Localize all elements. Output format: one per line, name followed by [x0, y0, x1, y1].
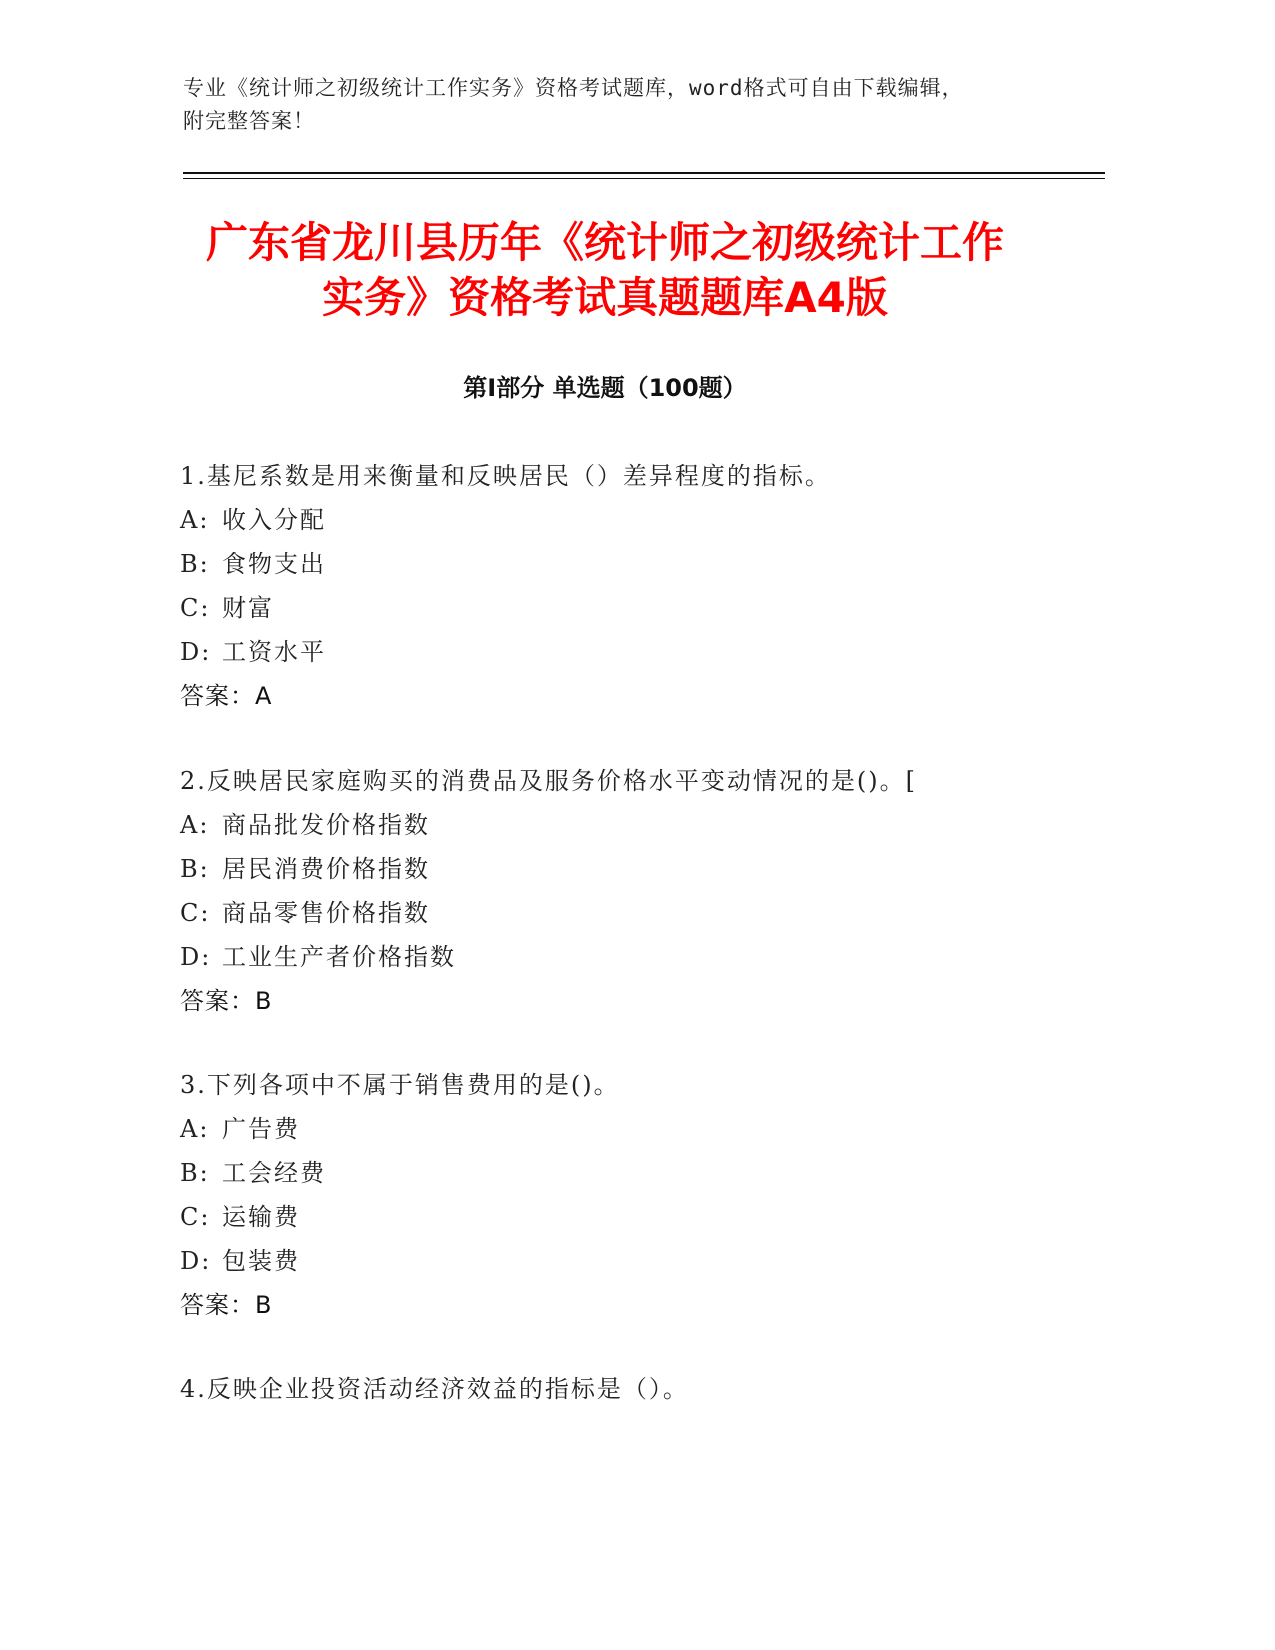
- option-a: [180, 803, 1110, 847]
- option-c: [180, 586, 1110, 630]
- option-d: [180, 630, 1110, 674]
- option-text: 广告费: [222, 1115, 300, 1143]
- option-d: [180, 935, 1110, 979]
- document-title-line: 广东省龙川县历年《统计师之初级统计工作: [205, 218, 1004, 267]
- option-text: 财富: [222, 594, 274, 622]
- option-text: 商品批发价格指数: [222, 811, 430, 839]
- question-3: [180, 1063, 1110, 1327]
- header-divider: [183, 172, 1105, 174]
- option-b: [180, 542, 1110, 586]
- section-title: 第Ⅰ部分 单选题（100题）: [463, 374, 747, 402]
- option-a: [180, 498, 1110, 542]
- header-note-line: 专业《统计师之初级统计工作实务》资格考试题库，word格式可自由下载编辑，: [183, 76, 964, 100]
- question-2: [180, 759, 1110, 1023]
- option-text: 工业生产者价格指数: [222, 943, 456, 971]
- answer-value: A: [255, 682, 273, 710]
- answer-value: B: [255, 987, 273, 1015]
- question-1: [180, 454, 1110, 718]
- header-divider-thin: [183, 178, 1105, 179]
- option-letter: D:: [180, 638, 212, 666]
- option-d: [180, 1239, 1110, 1283]
- option-letter: D:: [180, 943, 212, 971]
- question-stem: 4.反映企业投资活动经济效益的指标是（）。: [180, 1375, 689, 1403]
- answer-value: B: [255, 1291, 273, 1319]
- option-text: 工资水平: [222, 638, 326, 666]
- option-letter: A:: [180, 506, 210, 534]
- option-text: 商品零售价格指数: [222, 899, 430, 927]
- option-text: 收入分配: [222, 506, 326, 534]
- option-b: [180, 1151, 1110, 1195]
- option-a: [180, 1107, 1110, 1151]
- answer-label: 答案：: [180, 1291, 255, 1319]
- answer-line: [180, 1283, 1110, 1327]
- option-letter: C:: [180, 594, 211, 622]
- option-text: 居民消费价格指数: [222, 855, 430, 883]
- option-letter: B:: [180, 550, 210, 578]
- header-note-line: 附完整答案！: [183, 109, 315, 133]
- option-c: [180, 891, 1110, 935]
- option-letter: A:: [180, 811, 210, 839]
- document-title-line: 实务》资格考试真题题库A4版: [322, 273, 888, 322]
- option-c: [180, 1195, 1110, 1239]
- question-stem: 3.下列各项中不属于销售费用的是()。: [180, 1071, 620, 1099]
- option-letter: C:: [180, 899, 211, 927]
- question-4: [180, 1367, 1110, 1411]
- question-stem: 1.基尼系数是用来衡量和反映居民（）差异程度的指标。: [180, 462, 831, 490]
- option-letter: C:: [180, 1203, 211, 1231]
- answer-label: 答案：: [180, 682, 255, 710]
- answer-label: 答案：: [180, 987, 255, 1015]
- option-text: 包装费: [222, 1247, 300, 1275]
- header-note: [183, 72, 1063, 138]
- option-text: 食物支出: [222, 550, 326, 578]
- option-letter: B:: [180, 1159, 210, 1187]
- option-text: 工会经费: [222, 1159, 326, 1187]
- document-title: [150, 215, 1060, 325]
- option-letter: B:: [180, 855, 210, 883]
- answer-line: [180, 979, 1110, 1023]
- option-b: [180, 847, 1110, 891]
- option-text: 运输费: [222, 1203, 300, 1231]
- option-letter: D:: [180, 1247, 212, 1275]
- option-letter: A:: [180, 1115, 210, 1143]
- answer-line: [180, 674, 1110, 718]
- question-stem: 2.反映居民家庭购买的消费品及服务价格水平变动情况的是()。[: [180, 767, 917, 795]
